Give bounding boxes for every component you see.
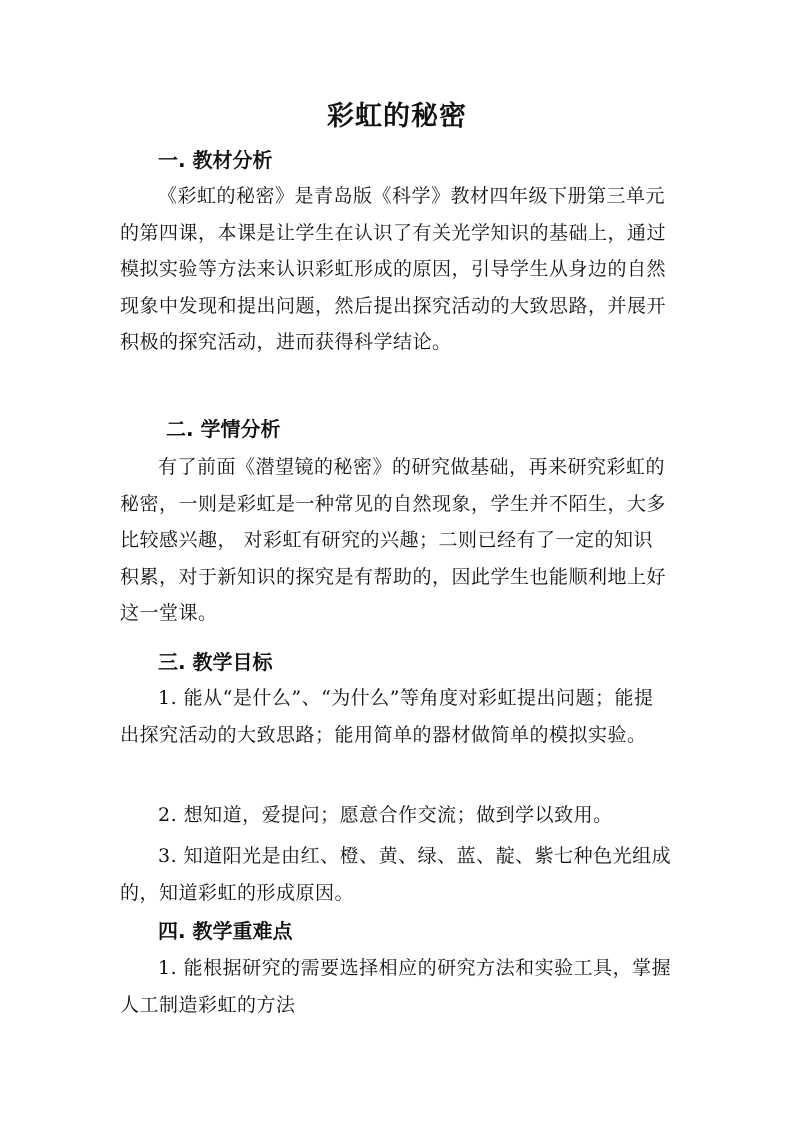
section-heading-teaching-objectives: 三. 教学目标: [158, 650, 273, 674]
section-heading-key-difficulties: 四. 教学重难点: [158, 919, 293, 943]
document-title: 彩虹的秘密: [327, 101, 467, 132]
section-heading-textbook-analysis: 一. 教材分析: [158, 148, 273, 172]
section-paragraph: 1. 能从“是什么”、“为什么”等角度对彩虹提出问题；能提出探究活动的大致思路；能用简单的器材做简单的模拟实验。: [120, 687, 654, 746]
section-paragraph: 2. 想知道，爱提问；愿意合作交流；做到学以致用。: [158, 804, 613, 826]
section-heading-learner-analysis: 二. 学情分析: [166, 417, 281, 441]
section-paragraph: 3. 知道阳光是由红、橙、黄、绿、蓝、靛、紫七种色光组成的，知道彩虹的形成原因。: [120, 845, 672, 904]
section-paragraph: 1. 能根据研究的需要选择相应的研究方法和实验工具，掌握人工制造彩虹的方法: [120, 957, 672, 1016]
section-paragraph: 有了前面《潜望镜的秘密》的研究做基础，再来研究彩虹的秘密，一则是彩虹是一种常见的自然现象，学生并不陌生，大多比较感兴趣， 对彩虹有研究的兴趣；二则已经有了一定的知识积累，对于新知识的探究是有帮助的，因此学生也能顺利地上好这一堂课。: [120, 456, 667, 624]
section-paragraph: 《彩虹的秘密》是青岛版《科学》教材四年级下册第三单元的第四课，本课是让学生在认识了有关光学知识的基础上，通过模拟实验等方法来认识彩虹形成的原因，引导学生从身边的自然现象中发现和提出问题，然后提出探究活动的大致思路，并展开积极的探究活动，进而获得科学结论。: [120, 185, 667, 353]
